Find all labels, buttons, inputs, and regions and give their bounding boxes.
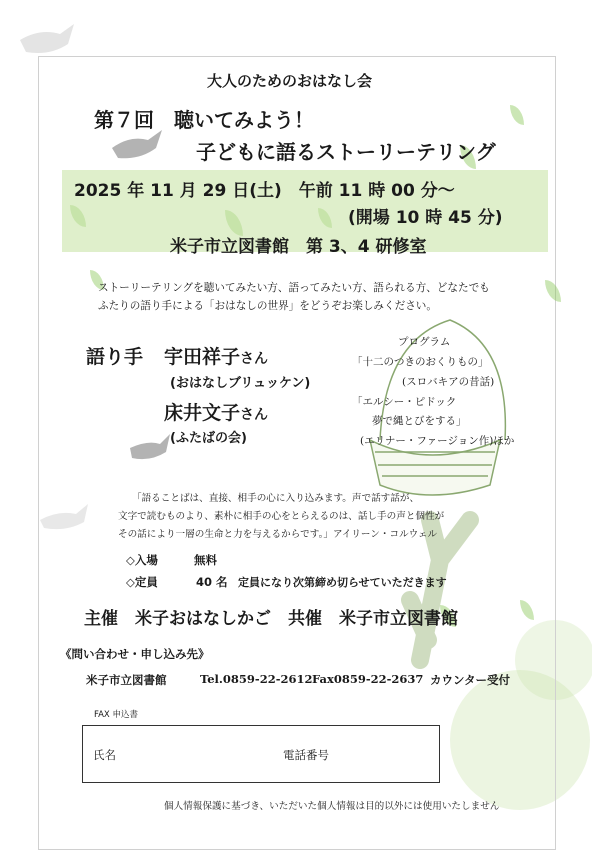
storyteller-2-group: (ふたばの会): [170, 431, 247, 446]
quote-line2: 文字で読むものより、素朴に相手の心をとらえるのは、話し手の声と個性が: [118, 511, 445, 522]
fax-form-label: FAX 申込書: [94, 710, 138, 720]
contact-tel: Tel.0859-22-2612: [200, 672, 313, 686]
storyteller-1-name: [164, 342, 268, 369]
storyteller-2-name: [164, 398, 268, 425]
contact-heading: 《問い合わせ・申し込み先》: [60, 647, 210, 661]
admission-label: ◇入場: [126, 553, 158, 567]
program-item-2-line2: 夢で縄とびをする」: [372, 415, 467, 427]
event-subtitle: 子どもに語るストーリーテリング: [196, 140, 496, 164]
contact-fax: Fax0859-22-2637: [312, 672, 424, 686]
program-item-2-note: (エリナー・ファージョン作)ほか: [360, 435, 515, 447]
quote-line1: 「語ることばは、直接、相手の心に入り込みます。声で話す話が、: [132, 493, 420, 504]
admission-value: 無料: [194, 553, 217, 567]
contact-desk: カウンター受付: [430, 673, 511, 687]
contact-org: 米子市立図書館: [86, 673, 167, 687]
storyteller-2-honorific: さん: [240, 407, 269, 423]
fax-form-box[interactable]: [82, 725, 440, 783]
program-item-1-note: (スロバキアの昔話): [402, 376, 495, 388]
storyteller-label: 語り手: [86, 346, 144, 368]
storyteller-1-name-text: 宇田祥子: [164, 346, 241, 368]
event-venue: 米子市立図書館 第 3、4 研修室: [170, 237, 427, 257]
capacity-value: 40 名: [196, 575, 228, 589]
storyteller-1-group: (おはなしブリュッケン): [170, 376, 311, 391]
doors-open-time: (開場 10 時 45 分): [348, 208, 503, 228]
capacity-label: ◇定員: [126, 575, 158, 589]
capacity-note: 定員になり次第締め切らせていただきます: [238, 576, 447, 589]
program-item-2-line1: 「エルシー・ピドック: [352, 396, 457, 408]
phone-field-label: 電話番号: [283, 748, 329, 762]
intro-text-line2: ふたりの語り手による「おはなしの世界」をどうぞお楽しみください。: [98, 300, 437, 312]
series-title: 大人のためのおはなし会: [207, 72, 373, 90]
intro-text-line1: ストーリーテリングを聴いてみたい方、語ってみたい方、語られる方、どなたでも: [98, 282, 490, 294]
bird-illustration: [20, 24, 74, 53]
privacy-notice: 個人情報保護に基づき、いただいた個人情報は目的以外には使用いたしません: [164, 801, 500, 812]
event-headline: 第７回 聴いてみよう！: [94, 108, 314, 132]
program-item-1: 「十二のつきのおくりもの」: [352, 356, 489, 368]
name-field-label: 氏名: [93, 748, 116, 762]
quote-line3: その話により一層の生命と力を与えるからです。」アイリーン・コルウェル: [118, 529, 438, 540]
storyteller-2-name-text: 床井文子: [164, 402, 241, 424]
program-title: プログラム: [398, 336, 451, 348]
organizers: 主催 米子おはなしかご 共催 米子市立図書館: [84, 609, 458, 629]
storyteller-1-honorific: さん: [240, 351, 269, 367]
event-datetime: 2025 年 11 月 29 日(土) 午前 11 時 00 分～: [74, 181, 455, 201]
